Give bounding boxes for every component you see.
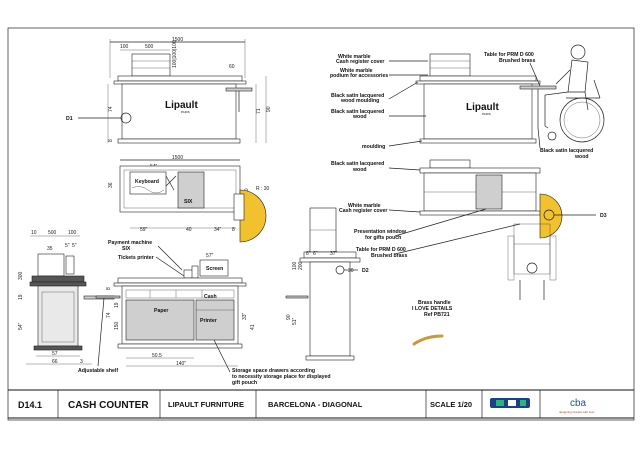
- label-storage-3: gift pouch: [232, 380, 258, 386]
- label-table-prm-2: Table for PRM D 600: [356, 247, 406, 253]
- plan-view: [108, 155, 270, 242]
- label-adjustable-shelf: Adjustable shelf: [78, 368, 119, 374]
- label-wood-mid: wood: [353, 167, 367, 173]
- small-side-view: [18, 230, 118, 374]
- label-black-wood-mid: Black satin lacquered: [331, 161, 385, 167]
- label-cash-cover-mid: Cash register cover: [339, 208, 388, 214]
- label-podium: podium for accessories: [330, 73, 389, 79]
- dim-35: 35: [47, 246, 53, 252]
- label-payment-six: SIX: [122, 246, 131, 252]
- dim-74-bottom: 74: [106, 312, 112, 318]
- dim-300: 300: [18, 271, 24, 280]
- label-white-marble-podium: White marble: [340, 68, 373, 74]
- sheet-number: D14.1: [18, 400, 43, 410]
- dim-19b: 19: [114, 302, 120, 308]
- back-view: [331, 160, 607, 300]
- label-wood-moulding: wood moulding: [341, 98, 380, 104]
- dim-34: 34": [214, 227, 222, 233]
- client-name: LIPAULT FURNITURE: [168, 400, 244, 409]
- label-gifts-pouch: for gifts pouch: [365, 235, 402, 241]
- dim-40: 40: [186, 227, 192, 233]
- dim-19: 19: [18, 294, 24, 300]
- dim-r30: R : 30: [256, 186, 270, 192]
- dim-41: 41: [250, 324, 256, 330]
- dim-100: 100: [120, 44, 129, 50]
- dim-5a: 5": [65, 243, 70, 249]
- dim-71: 71: [256, 108, 262, 114]
- callout-d1: D1: [66, 116, 73, 122]
- dim-90b: 90: [286, 314, 292, 320]
- label-ref: Ref PB721: [424, 312, 450, 318]
- dim-57b: 57: [52, 351, 58, 357]
- brass-handle-detail: [412, 300, 453, 344]
- dim-6: 6": [313, 251, 318, 257]
- dim-60: 60: [229, 64, 235, 70]
- dim-500: 500: [145, 44, 154, 50]
- label-paper: Paper: [154, 308, 169, 314]
- label-payment-machine: Payment machine: [108, 240, 153, 246]
- dim-1500-plan: 1500: [172, 155, 184, 161]
- label-wood: wood: [353, 114, 367, 120]
- logo-cba-tagline: designing brands with love: [559, 410, 595, 414]
- dim-37: 37": [330, 251, 338, 257]
- dim-505: 50.5: [152, 353, 162, 359]
- dim-36: 36: [108, 182, 114, 188]
- dim-140: 140": [176, 361, 187, 367]
- front-elevation-top: [66, 37, 272, 143]
- dim-100b: 100: [68, 230, 77, 236]
- dim-66: 66: [52, 359, 58, 365]
- dim-51: 51": [292, 317, 298, 325]
- dim-3: 3: [80, 359, 83, 365]
- dim-100c: 100: [292, 261, 298, 270]
- dim-200: 200: [298, 261, 304, 270]
- dim-8c: 8": [306, 251, 311, 257]
- label-brushed-brass-2: Brushed brass: [371, 253, 408, 259]
- dim-8b: 8: [232, 227, 235, 233]
- label-wood-right: wood: [575, 154, 589, 160]
- sheet-scale: SCALE 1/20: [430, 400, 473, 409]
- label-black-wood-right: Black satin lacquered: [540, 148, 594, 154]
- logo-mark-1: [490, 398, 530, 408]
- dim-500b: 500: [48, 230, 57, 236]
- dim-stack: 100|100|100: [172, 40, 178, 68]
- brand-sub-front: PARIS: [181, 110, 190, 114]
- plan-six: SIX: [184, 199, 193, 205]
- label-white-marble-mid: White marble: [348, 203, 381, 209]
- location-name: BARCELONA - DIAGONAL: [268, 400, 363, 409]
- label-i-love-details: I LOVE DETAILS: [412, 306, 453, 312]
- label-printer: Printer: [200, 318, 217, 324]
- label-cash: Cash: [204, 294, 217, 300]
- brand-sub-side: PARIS: [482, 112, 491, 116]
- label-storage-2: to necessity storage place for displayed: [232, 374, 331, 380]
- label-brass-handle: Brass handle: [418, 300, 451, 306]
- label-presentation-window: Presentation window: [354, 229, 406, 235]
- brand-logo-front: Lipault: [165, 100, 198, 111]
- brand-logo-side: Lipault: [466, 102, 499, 113]
- label-cash-cover: Cash register cover: [336, 59, 385, 65]
- label-black-wood: Black satin lacquered: [331, 109, 385, 115]
- label-tickets-printer: Tickets printer: [118, 255, 154, 261]
- label-storage-1: Storage space drawers according: [232, 368, 316, 374]
- callout-d3: D3: [600, 213, 607, 219]
- dim-10: 10: [31, 230, 37, 236]
- dim-5b: 5": [72, 243, 77, 249]
- dim-54b: 54": [18, 322, 24, 330]
- dim-8-bottom: 8: [106, 287, 112, 290]
- dim-57c: 57": [206, 253, 214, 259]
- dim-33: 33": [242, 312, 248, 320]
- side-elevation-prm: [330, 45, 604, 160]
- label-moulding: moulding: [362, 144, 386, 150]
- dim-150: 150: [114, 321, 120, 330]
- callout-d2: D2: [362, 268, 369, 274]
- logo-cba: cba: [570, 398, 587, 409]
- title-block: [8, 390, 634, 418]
- label-white-marble-cash: White marble: [338, 54, 371, 60]
- label-black-moulding: Black satin lacquered: [331, 93, 385, 99]
- dim-59: 59": [140, 227, 148, 233]
- label-brushed-brass: Brushed brass: [499, 58, 536, 64]
- dim-90: 90: [266, 106, 272, 112]
- label-table-prm: Table for PRM D 600: [484, 52, 534, 58]
- dim-1500-top: 1500: [172, 37, 184, 43]
- dim-30: 30: [348, 268, 354, 274]
- plan-keyboard: Keyboard: [135, 179, 159, 185]
- dim-8: 8: [108, 139, 114, 142]
- dim-74: 74: [108, 106, 114, 112]
- label-screen: Screen: [206, 266, 224, 272]
- sheet-title: CASH COUNTER: [68, 400, 149, 411]
